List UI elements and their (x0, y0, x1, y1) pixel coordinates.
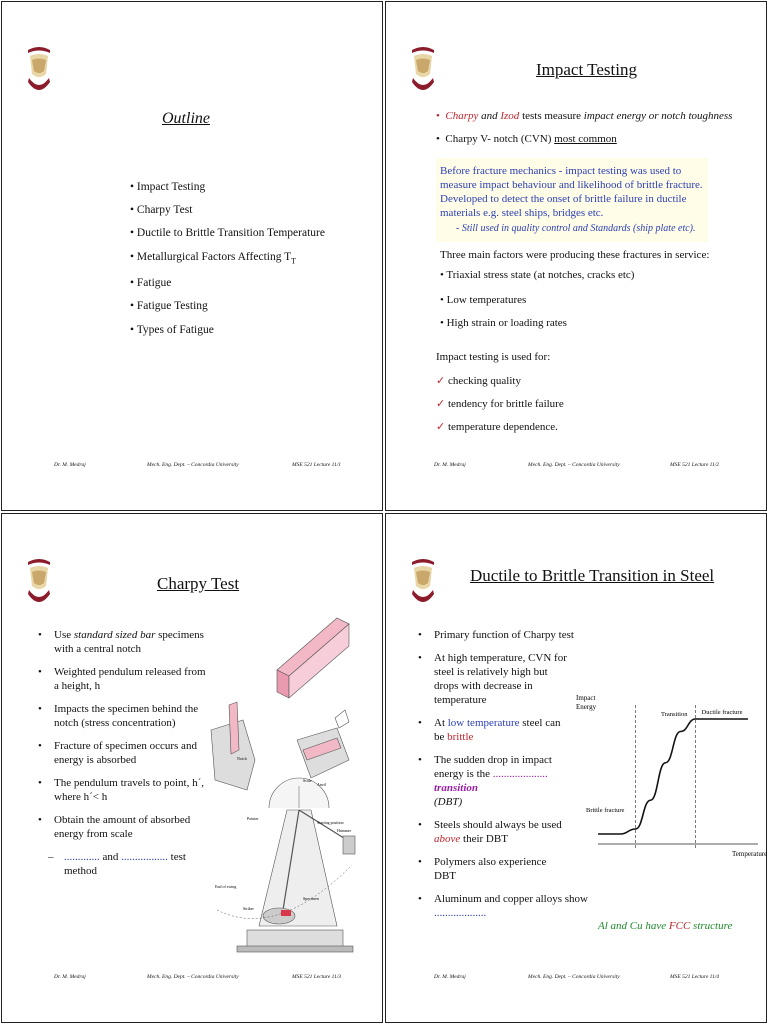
dbt-bullets (418, 628, 588, 929)
list-item: • Primary function of Charpy test (418, 628, 568, 642)
list-item: • Steels should always be used above their DBT (418, 818, 568, 846)
footer-author: Dr. M. Medraj (434, 974, 466, 980)
slide-title: Outline (162, 110, 210, 127)
footer-author: Dr. M. Medraj (54, 974, 86, 980)
figure-label: Striker (243, 906, 254, 911)
list-item: • Fracture of specimen occurs and energy is absorbed (38, 739, 213, 767)
figure-label: Starting position (317, 820, 344, 825)
used-for-heading: Impact testing is used for: (436, 351, 551, 363)
footer-lecture: MSE 521 Lecture 11/1 (292, 462, 342, 468)
figure-label: Anvil (317, 782, 327, 787)
bullet-charpy-izod: • Charpy and Izod tests measure impact energy or notch toughness (436, 110, 733, 122)
list-item: • At high temperature, CVN for steel is relatively high but drops with decrease in temperature (418, 651, 568, 707)
footer-dept: Mech. Eng. Dept. – Concordia University (147, 462, 239, 468)
list-item: • High strain or loading rates (440, 317, 567, 329)
list-item: • Weighted pendulum released from a height, h (38, 665, 213, 693)
check-icon: ✓ (436, 421, 446, 433)
university-logo-icon (26, 44, 52, 98)
check-icon: ✓ (436, 375, 446, 387)
list-item: • Triaxial stress state (at notches, cracks etc) (440, 269, 635, 281)
figure-label: Pointer (247, 816, 259, 821)
dbt-chart (572, 664, 768, 864)
list-item: • The sudden drop in impact energy is the .................... transition (DBT) (418, 753, 568, 809)
figure-label: Specimen (303, 896, 319, 901)
footer-lecture: MSE 521 Lecture 11/2 (670, 462, 720, 468)
list-item: • Impact Testing (130, 181, 206, 193)
slide-impact-testing (385, 1, 767, 511)
check-icon: ✓ (436, 398, 446, 410)
figure-label: Scale (303, 778, 312, 783)
list-item: ✓ temperature dependence. (436, 421, 558, 433)
university-logo-icon (26, 556, 52, 610)
slide-title: Charpy Test (157, 574, 240, 593)
footer-author: Dr. M. Medraj (54, 462, 86, 468)
list-item: • Charpy Test (130, 204, 193, 217)
figure-label: Hammer (337, 828, 351, 833)
list-item: • Impacts the specimen behind the notch (stress concentration) (38, 702, 213, 730)
slide-title: Ductile to Brittle Transition in Steel (470, 566, 715, 585)
charpy-apparatus-figure (207, 610, 367, 954)
factors-intro: Three main factors were producing these fractures in service: (440, 249, 710, 261)
university-logo-icon (410, 556, 436, 610)
slide-title: Impact Testing (536, 60, 637, 79)
footer-lecture: MSE 521 Lecture 11/4 (670, 974, 720, 980)
slide-ductile-brittle (385, 513, 767, 1023)
annotation-ductile: Ductile fracture (701, 709, 743, 716)
footer-dept: Mech. Eng. Dept. – Concordia University (147, 974, 239, 980)
figure-label: End of swing (215, 884, 237, 889)
outline-list (130, 176, 325, 342)
footer-author: Dr. M. Medraj (434, 462, 466, 468)
dbt-curve (598, 719, 748, 834)
list-item: • The pendulum travels to point, h´, where h´< h (38, 776, 213, 804)
list-item: ✓ tendency for brittle failure (436, 398, 564, 410)
list-item: • Use standard sized bar specimens with a central notch (38, 628, 213, 656)
history-note-box: Before fracture mechanics - impact testing was used to measure impact behaviour and likelihood of brittle fracture. Developed to detect the onset of brittle failure in ductile materials e.g. steel ships, bridges etc. - Still used in quality control and Standards (ship plate etc). (436, 158, 708, 242)
slide-charpy-test (1, 513, 383, 1023)
annotation-brittle: Brittle fracture (586, 807, 625, 814)
y-axis-label: Impact Energy (576, 694, 597, 711)
footer-lecture: MSE 521 Lecture 11/3 (292, 974, 342, 980)
x-axis-label: Temperature (732, 850, 768, 858)
list-item: • Polymers also experience DBT (418, 855, 568, 883)
list-item: • Fatigue (130, 277, 172, 290)
annotation-transition: Transition (661, 711, 688, 718)
slide-outline (1, 1, 383, 511)
list-item: • Obtain the amount of absorbed energy from scale (38, 813, 213, 841)
charpy-bullets (38, 628, 213, 887)
university-logo-icon (410, 44, 436, 98)
bullet-cvn: • Charpy V- notch (CVN) most common (436, 133, 617, 145)
fcc-note: Al and Cu have FCC structure (598, 920, 733, 932)
list-item: • Ductile to Brittle Transition Temperature (130, 227, 325, 240)
footer-dept: Mech. Eng. Dept. – Concordia University (528, 462, 620, 468)
list-item: • Aluminum and copper alloys show ................... (418, 892, 568, 920)
list-item: • Fatigue Testing (130, 300, 208, 313)
list-item: ✓ checking quality (436, 375, 521, 387)
figure-label: Notch (237, 756, 247, 761)
list-item: • Types of Fatigue (130, 323, 214, 336)
list-item: • At low temperature steel can be brittle (418, 716, 568, 744)
list-item: • Metallurgical Factors Affecting $T_T$ (130, 250, 297, 265)
footer-dept: Mech. Eng. Dept. – Concordia University (528, 974, 620, 980)
list-item: – ............. and ................. test method (38, 850, 213, 878)
list-item: • Low temperatures (440, 294, 527, 306)
